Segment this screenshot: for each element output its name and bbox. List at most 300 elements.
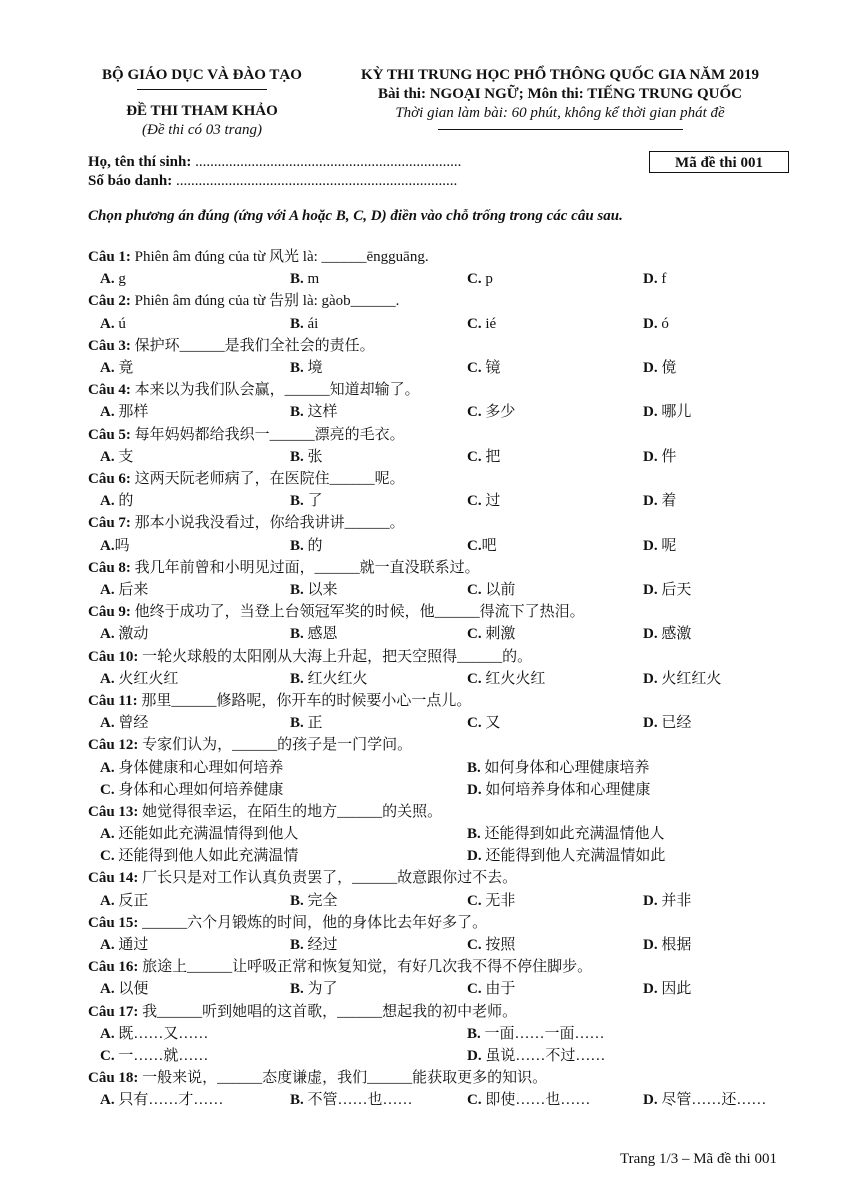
- option-letter: B.: [290, 448, 304, 465]
- candidate-id-label: Số báo danh:: [88, 173, 173, 189]
- option-d: [643, 978, 691, 1000]
- option-letter: D.: [467, 848, 482, 865]
- option-a: [100, 313, 126, 335]
- question-7: [88, 512, 808, 534]
- option-a: [100, 712, 148, 734]
- option-text: 又: [481, 715, 501, 732]
- header-divider-left: [137, 89, 267, 90]
- question-number: Câu 17:: [88, 1003, 139, 1020]
- options-9: [88, 623, 808, 645]
- option-text: 以便: [114, 981, 149, 998]
- question-8: [88, 557, 808, 579]
- option-letter: A.: [100, 670, 115, 687]
- question-number: Câu 7:: [88, 515, 131, 532]
- question-number: Câu 1:: [88, 249, 131, 265]
- option-text: 以来: [303, 581, 338, 598]
- option-d: [467, 779, 650, 801]
- option-c: [467, 623, 515, 645]
- option-text: 把: [481, 448, 501, 465]
- option-c: [467, 1089, 590, 1111]
- options-5: [88, 446, 808, 468]
- option-text: 正: [303, 715, 323, 732]
- question-1: [88, 246, 808, 268]
- option-text: 刺激: [481, 626, 516, 643]
- question-number: Câu 6:: [88, 470, 131, 487]
- option-text: 由于: [481, 981, 516, 998]
- option-letter: A.: [100, 448, 115, 465]
- option-letter: A.: [100, 1092, 115, 1109]
- question-15: [88, 912, 808, 934]
- options-12: [88, 757, 808, 801]
- option-text: 这样: [303, 404, 338, 421]
- option-letter: C.: [467, 448, 482, 465]
- option-c: [467, 313, 496, 335]
- page-footer: Trang 1/3 – Mã đề thi 001: [620, 1151, 777, 1167]
- option-text: 哪儿: [657, 404, 692, 421]
- candidate-name-label: Họ, tên thí sinh:: [88, 154, 192, 170]
- option-letter: D.: [643, 1092, 658, 1109]
- option-letter: B.: [290, 404, 304, 421]
- option-letter: A.: [100, 892, 115, 909]
- option-d: [643, 401, 691, 423]
- option-c: [467, 535, 497, 557]
- option-letter: B.: [290, 937, 304, 954]
- header-right: [330, 66, 790, 130]
- option-text: 红火火红: [481, 670, 546, 687]
- option-a: [100, 978, 148, 1000]
- option-b: [290, 668, 368, 690]
- option-letter: B.: [290, 626, 304, 643]
- option-text: g: [114, 271, 126, 288]
- option-text: 通过: [114, 937, 149, 954]
- option-d: [643, 668, 721, 690]
- options-1: [88, 268, 808, 290]
- option-text: 火红红火: [657, 670, 722, 687]
- option-letter: D.: [643, 448, 658, 465]
- option-text: 完全: [303, 892, 338, 909]
- option-text: m: [303, 271, 320, 288]
- question-text: 旅途上______让呼吸正常和恢复知觉，有好几次我不得不停住脚步。: [138, 959, 593, 976]
- option-letter: C.: [467, 493, 482, 510]
- option-text: 尽管……还……: [657, 1092, 767, 1109]
- option-d: [643, 712, 691, 734]
- question-3: [88, 335, 808, 357]
- option-c: [467, 712, 500, 734]
- question-number: Câu 13:: [88, 803, 139, 820]
- option-text: 按照: [481, 937, 516, 954]
- option-b: [290, 268, 319, 290]
- option-a: [100, 1089, 223, 1111]
- question-number: Câu 11:: [88, 692, 138, 709]
- option-d: [467, 1045, 605, 1067]
- option-text: 感恩: [303, 626, 338, 643]
- option-a: [100, 268, 126, 290]
- option-letter: A.: [100, 826, 115, 843]
- options-7: [88, 535, 808, 557]
- question-list: [88, 246, 808, 1112]
- option-b: [290, 623, 338, 645]
- option-text: ié: [481, 315, 497, 332]
- option-c: [467, 978, 515, 1000]
- option-text: 张: [303, 448, 323, 465]
- option-b: [290, 357, 323, 379]
- option-letter: C.: [467, 359, 482, 376]
- option-letter: A.: [100, 937, 115, 954]
- exam-code-box: Mã đề thi 001: [649, 151, 789, 173]
- option-letter: C.: [467, 626, 482, 643]
- option-letter: C.: [467, 715, 482, 732]
- question-5: [88, 424, 808, 446]
- exam-title: KỲ THI TRUNG HỌC PHỔ THÔNG QUỐC GIA NĂM 2019: [361, 67, 759, 83]
- options-2: [88, 313, 808, 335]
- question-number: Câu 16:: [88, 959, 139, 976]
- option-b: [290, 1089, 413, 1111]
- option-c: [467, 579, 515, 601]
- question-number: Câu 9:: [88, 604, 131, 621]
- question-text: 我几年前曾和小明见过面，______就一直没联系过。: [130, 559, 480, 576]
- option-b: [290, 978, 338, 1000]
- option-letter: C.: [100, 848, 115, 865]
- option-letter: B.: [467, 759, 481, 776]
- candidate-id-field: ...........................................................................: [172, 173, 458, 189]
- option-letter: C.: [467, 937, 482, 954]
- option-a: [100, 757, 283, 779]
- option-a: [100, 890, 148, 912]
- option-letter: B.: [290, 1092, 304, 1109]
- option-text: 镜: [481, 359, 501, 376]
- candidate-name-field: .......................................................................: [191, 154, 462, 170]
- option-b: [290, 579, 338, 601]
- question-number: Câu 18:: [88, 1070, 139, 1087]
- question-number: Câu 12:: [88, 737, 139, 754]
- option-a: [100, 579, 148, 601]
- option-letter: B.: [290, 359, 304, 376]
- option-letter: C.: [100, 781, 115, 798]
- option-letter: D.: [643, 892, 658, 909]
- question-text: ______六个月锻炼的时间，他的身体比去年好多了。: [138, 914, 488, 931]
- option-c: [100, 779, 283, 801]
- option-d: [643, 446, 676, 468]
- option-text: 已经: [657, 715, 692, 732]
- question-number: Câu 10:: [88, 648, 139, 665]
- option-letter: A.: [100, 626, 115, 643]
- question-13: [88, 801, 808, 823]
- option-text: 支: [114, 448, 134, 465]
- question-number: Câu 15:: [88, 914, 139, 931]
- question-4: [88, 379, 808, 401]
- option-letter: C.: [467, 892, 482, 909]
- option-b: [290, 490, 323, 512]
- option-b: [290, 890, 338, 912]
- question-10: [88, 646, 808, 668]
- option-text: f: [657, 271, 667, 288]
- option-text: 根据: [657, 937, 692, 954]
- option-letter: C.: [467, 404, 482, 421]
- option-text: 件: [657, 448, 677, 465]
- option-letter: B.: [290, 315, 304, 332]
- instruction: Chọn phương án đúng (ứng với A hoặc B, C, D) điền vào chỗ trống trong các câu sau.: [88, 208, 623, 224]
- question-text: 每年妈妈都给我织一______漂亮的毛衣。: [130, 426, 405, 443]
- question-text: 一轮火球般的太阳刚从大海上升起，把天空照得______的。: [138, 648, 533, 665]
- option-letter: C.: [467, 271, 482, 288]
- option-letter: B.: [467, 1025, 481, 1042]
- option-text: 只有……才……: [114, 1092, 224, 1109]
- options-10: [88, 668, 808, 690]
- option-text: 着: [657, 493, 677, 510]
- question-text: 那本小说我没看过，你给我讲讲______。: [130, 515, 405, 532]
- option-a: [100, 1023, 208, 1045]
- question-number: Câu 14:: [88, 870, 139, 887]
- option-text: ú: [114, 315, 126, 332]
- option-text: 因此: [657, 981, 692, 998]
- question-text: 我______听到她唱的这首歌，______想起我的初中老师。: [138, 1003, 518, 1020]
- option-text: 傹: [657, 359, 677, 376]
- options-17: [88, 1023, 808, 1067]
- exam-time: Thời gian làm bài: 60 phút, không kể thời gian phát đề: [395, 105, 725, 121]
- option-text: 身体健康和心理如何培养: [114, 759, 284, 776]
- option-letter: C.: [467, 670, 482, 687]
- option-letter: D.: [643, 937, 658, 954]
- question-18: [88, 1067, 808, 1089]
- option-text: 一……就……: [114, 1048, 209, 1065]
- option-c: [467, 934, 515, 956]
- option-c: [100, 1045, 208, 1067]
- option-a: [100, 490, 133, 512]
- option-b: [467, 823, 665, 845]
- option-letter: D.: [467, 1048, 482, 1065]
- exam-subject: Bài thi: NGOẠI NGỮ; Môn thi: TIẾNG TRUNG QUỐC: [378, 86, 742, 102]
- option-b: [467, 757, 650, 779]
- question-11: [88, 690, 808, 712]
- option-b: [290, 934, 338, 956]
- option-text: 如何培养身体和心理健康: [481, 781, 651, 798]
- question-text: 本来以为我们队会赢，______知道却输了。: [130, 382, 420, 399]
- exam-kind: ĐỀ THI THAM KHẢO: [126, 103, 278, 119]
- option-c: [467, 446, 500, 468]
- ministry-name: BỘ GIÁO DỤC VÀ ĐÀO TẠO: [102, 67, 302, 83]
- candidate-name-line: [88, 153, 461, 172]
- option-d: [643, 535, 676, 557]
- question-2: [88, 290, 808, 312]
- question-text: Phiên âm đúng của từ 告别 là: gàob______.: [130, 293, 400, 310]
- question-12: [88, 734, 808, 756]
- option-text: 境: [303, 359, 323, 376]
- header-left: [84, 66, 320, 140]
- question-text: 保护环______是我们全社会的责任。: [130, 337, 375, 354]
- option-letter: B.: [290, 670, 304, 687]
- option-text: 了: [303, 493, 323, 510]
- option-letter: B.: [467, 826, 481, 843]
- option-text: 还能得到他人充满温情如此: [481, 848, 666, 865]
- options-18: [88, 1089, 808, 1111]
- option-letter: D.: [643, 315, 658, 332]
- question-number: Câu 8:: [88, 559, 131, 576]
- option-text: 不管……也……: [303, 1092, 413, 1109]
- option-d: [643, 313, 669, 335]
- option-c: [100, 845, 298, 867]
- option-text: 一面……一面……: [480, 1025, 605, 1042]
- option-letter: A.: [100, 981, 115, 998]
- option-letter: C.: [467, 537, 482, 554]
- options-8: [88, 579, 808, 601]
- option-letter: D.: [643, 359, 658, 376]
- options-13: [88, 823, 808, 867]
- question-text: 厂长只是对工作认真负责罢了，______故意跟你过不去。: [138, 870, 518, 887]
- header-divider-right: [438, 129, 683, 130]
- option-a: [100, 668, 178, 690]
- option-letter: A.: [100, 581, 115, 598]
- option-text: 还能如此充满温情得到他人: [114, 826, 299, 843]
- option-letter: D.: [643, 981, 658, 998]
- option-letter: A.: [100, 715, 115, 732]
- option-text: 的: [114, 493, 134, 510]
- option-text: 还能得到如此充满温情他人: [480, 826, 665, 843]
- option-text: 吧: [481, 537, 497, 554]
- option-c: [467, 401, 515, 423]
- question-17: [88, 1001, 808, 1023]
- option-text: 多少: [481, 404, 516, 421]
- option-text: 那样: [114, 404, 149, 421]
- candidate-info: [88, 153, 461, 191]
- options-4: [88, 401, 808, 423]
- options-3: [88, 357, 808, 379]
- question-6: [88, 468, 808, 490]
- option-d: [467, 845, 665, 867]
- option-c: [467, 890, 515, 912]
- option-letter: B.: [290, 537, 304, 554]
- option-text: 竟: [114, 359, 134, 376]
- option-b: [467, 1023, 605, 1045]
- option-text: 为了: [303, 981, 338, 998]
- question-text: Phiên âm đúng của từ 风光 là: ______ēngguāng.: [130, 249, 429, 265]
- option-d: [643, 490, 676, 512]
- option-a: [100, 357, 133, 379]
- option-letter: C.: [467, 981, 482, 998]
- question-text: 这两天阮老师病了，在医院住______呢。: [130, 470, 405, 487]
- option-letter: D.: [643, 670, 658, 687]
- option-text: 还能得到他人如此充满温情: [114, 848, 299, 865]
- option-c: [467, 357, 500, 379]
- option-letter: D.: [643, 581, 658, 598]
- option-c: [467, 490, 500, 512]
- option-letter: D.: [643, 715, 658, 732]
- option-text: p: [481, 271, 493, 288]
- option-b: [290, 712, 323, 734]
- question-number: Câu 2:: [88, 293, 131, 310]
- options-16: [88, 978, 808, 1000]
- option-text: 如何身体和心理健康培养: [480, 759, 650, 776]
- option-text: 后天: [657, 581, 692, 598]
- option-d: [643, 579, 691, 601]
- option-text: 反正: [114, 892, 149, 909]
- option-letter: B.: [290, 892, 304, 909]
- option-a: [100, 446, 133, 468]
- page-count-note: (Đề thi có 03 trang): [142, 122, 262, 138]
- options-15: [88, 934, 808, 956]
- options-6: [88, 490, 808, 512]
- option-text: 以前: [481, 581, 516, 598]
- option-text: 后来: [114, 581, 149, 598]
- option-text: ó: [657, 315, 669, 332]
- candidate-id-line: [88, 172, 461, 191]
- option-letter: A.: [100, 537, 115, 554]
- option-text: 红火红火: [303, 670, 368, 687]
- option-letter: A.: [100, 759, 115, 776]
- option-d: [643, 357, 676, 379]
- option-letter: D.: [643, 271, 658, 288]
- option-letter: D.: [467, 781, 482, 798]
- option-a: [100, 934, 148, 956]
- option-a: [100, 401, 148, 423]
- option-letter: B.: [290, 715, 304, 732]
- option-text: 感激: [657, 626, 692, 643]
- option-text: 火红火红: [114, 670, 179, 687]
- option-letter: A.: [100, 315, 115, 332]
- option-letter: B.: [290, 271, 304, 288]
- question-number: Câu 3:: [88, 337, 131, 354]
- options-14: [88, 890, 808, 912]
- question-text: 他终于成功了，当登上台领冠军奖的时候，他______得流下了热泪。: [130, 604, 585, 621]
- option-d: [643, 934, 691, 956]
- option-letter: C.: [467, 1092, 482, 1109]
- option-letter: B.: [290, 581, 304, 598]
- option-text: 激动: [114, 626, 149, 643]
- option-letter: B.: [290, 981, 304, 998]
- option-text: 无非: [481, 892, 516, 909]
- option-b: [290, 313, 318, 335]
- option-text: 身体和心理如何培养健康: [114, 781, 284, 798]
- option-letter: D.: [643, 404, 658, 421]
- option-letter: C.: [467, 315, 482, 332]
- option-c: [467, 268, 493, 290]
- option-letter: A.: [100, 359, 115, 376]
- question-14: [88, 867, 808, 889]
- question-number: Câu 5:: [88, 426, 131, 443]
- option-letter: D.: [643, 626, 658, 643]
- option-text: 呢: [657, 537, 677, 554]
- option-a: [100, 823, 298, 845]
- option-b: [290, 401, 338, 423]
- options-11: [88, 712, 808, 734]
- option-text: 并非: [657, 892, 692, 909]
- option-text: 过: [481, 493, 501, 510]
- option-c: [467, 668, 545, 690]
- option-text: 的: [303, 537, 323, 554]
- option-b: [290, 446, 323, 468]
- option-letter: C.: [100, 1048, 115, 1065]
- question-text: 专家们认为，______的孩子是一门学问。: [138, 737, 413, 754]
- question-text: 那里______修路呢，你开车的时候要小心一点儿。: [137, 692, 472, 709]
- option-text: 虽说……不过……: [481, 1048, 606, 1065]
- option-d: [643, 890, 691, 912]
- option-d: [643, 623, 691, 645]
- option-letter: A.: [100, 271, 115, 288]
- option-b: [290, 535, 323, 557]
- option-letter: A.: [100, 493, 115, 510]
- option-text: 经过: [303, 937, 338, 954]
- option-a: [100, 535, 130, 557]
- question-9: [88, 601, 808, 623]
- option-text: 吗: [114, 537, 130, 554]
- question-16: [88, 956, 808, 978]
- option-letter: A.: [100, 1025, 115, 1042]
- option-text: 即使……也……: [481, 1092, 591, 1109]
- option-text: 曾经: [114, 715, 149, 732]
- question-text: 一般来说，______态度谦虚，我们______能获取更多的知识。: [138, 1070, 548, 1087]
- option-d: [643, 268, 666, 290]
- option-letter: D.: [643, 493, 658, 510]
- option-letter: D.: [643, 537, 658, 554]
